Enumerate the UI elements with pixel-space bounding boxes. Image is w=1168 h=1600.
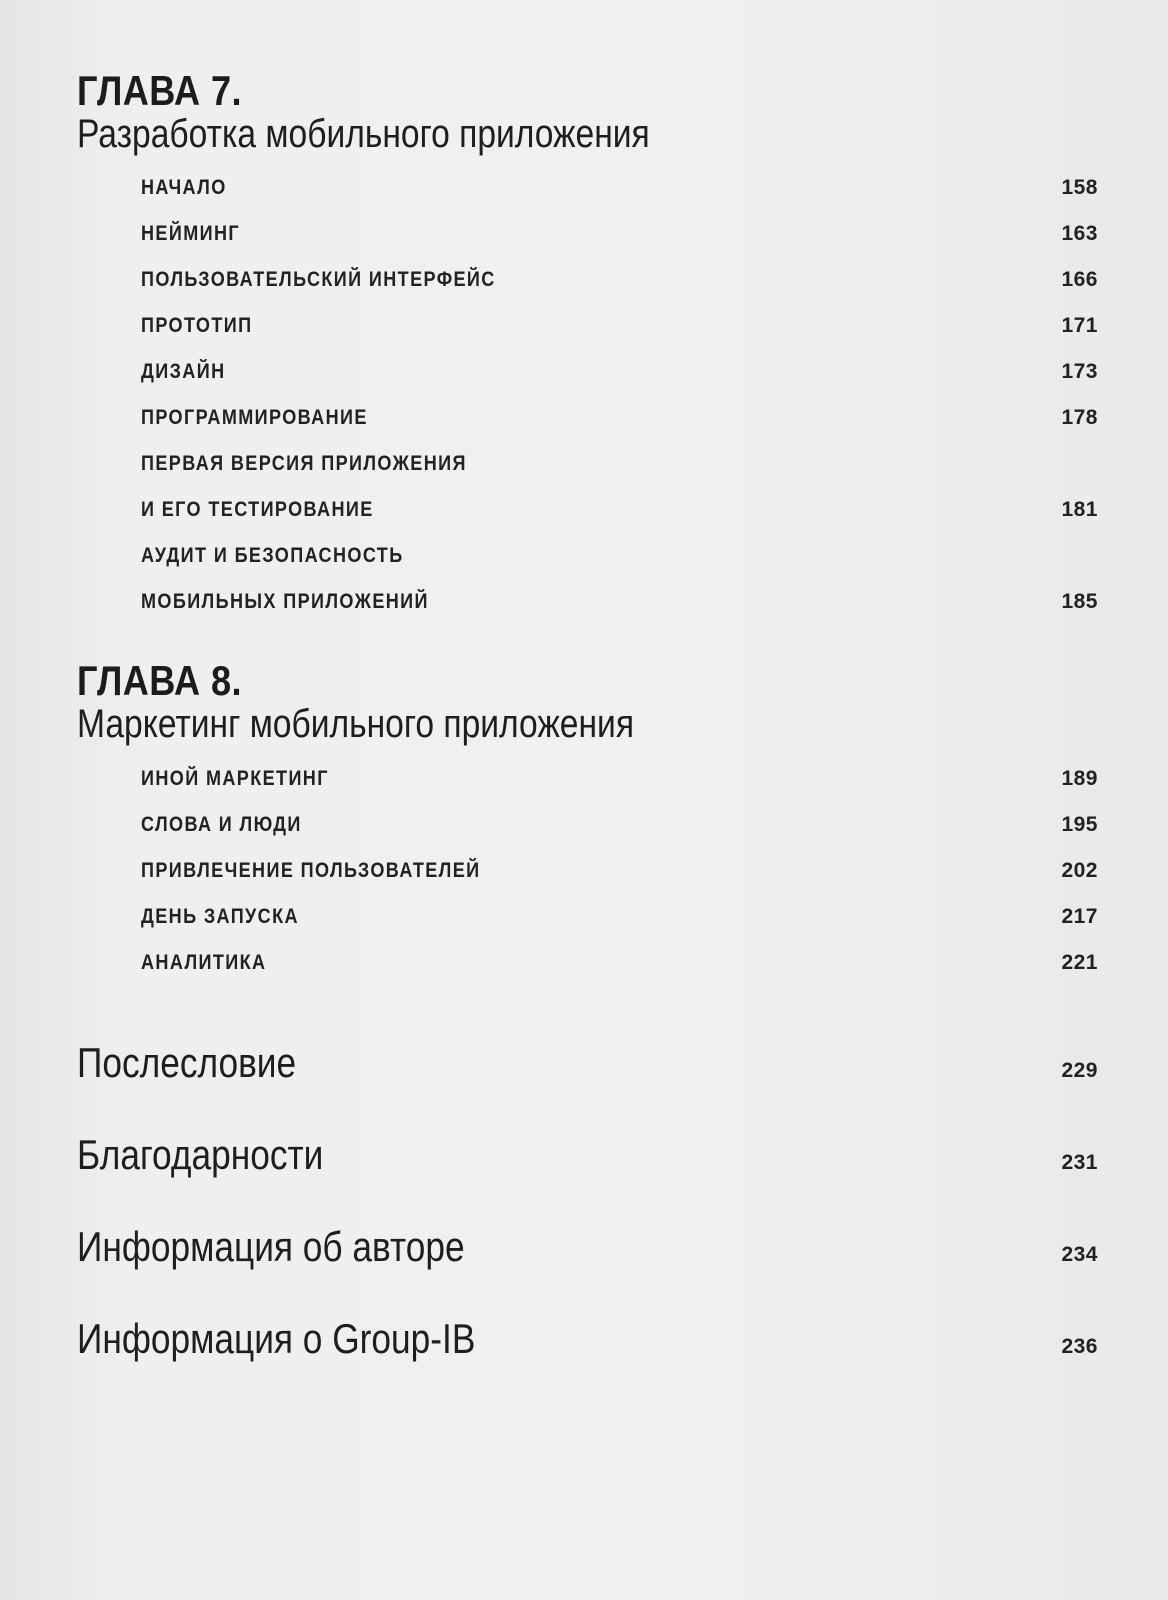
toc-page-number: 231 — [1061, 1151, 1098, 1174]
toc-entry-label: НАЧАЛО — [141, 176, 227, 199]
toc-entry-label-line-2: И ЕГО ТЕСТИРОВАНИЕ — [141, 498, 374, 521]
toc-page-number: 236 — [1061, 1335, 1098, 1358]
toc-entry-label: ПРИВЛЕЧЕНИЕ ПОЛЬЗОВАТЕЛЕЙ — [141, 859, 481, 882]
toc-page-number: 163 — [1061, 222, 1098, 245]
section-title-afterword: Послесловие — [77, 1039, 297, 1086]
toc-page-number: 234 — [1061, 1243, 1098, 1266]
toc-entry-label-line-1: АУДИТ И БЕЗОПАСНОСТЬ — [141, 544, 404, 567]
toc-page-number: 181 — [1061, 498, 1098, 521]
toc-page-number: 202 — [1061, 859, 1098, 882]
toc-page-number: 171 — [1061, 314, 1098, 337]
toc-entry-label: ДИЗАЙН — [141, 360, 226, 383]
chapter-8-label: ГЛАВА 8. — [77, 657, 242, 704]
toc-entry-label: ПРОТОТИП — [141, 314, 253, 337]
toc-page-number: 189 — [1061, 767, 1098, 790]
chapter-7-title: Разработка мобильного приложения — [77, 112, 650, 156]
toc-page-number: 178 — [1061, 406, 1098, 429]
toc-page-number: 173 — [1061, 360, 1098, 383]
toc-entry-label: НЕЙМИНГ — [141, 222, 241, 245]
toc-entry-label-line-1: ПЕРВАЯ ВЕРСИЯ ПРИЛОЖЕНИЯ — [141, 452, 467, 475]
section-title-acknowledgements: Благодарности — [77, 1131, 324, 1178]
chapter-8-title: Маркетинг мобильного приложения — [77, 702, 635, 746]
toc-page-number: 229 — [1061, 1059, 1098, 1082]
toc-page-number: 158 — [1061, 176, 1098, 199]
toc-page-number: 217 — [1061, 905, 1098, 928]
toc-page-number: 185 — [1061, 590, 1098, 613]
toc-entry-label: ПРОГРАММИРОВАНИЕ — [141, 406, 368, 429]
toc-page-number: 195 — [1061, 813, 1098, 836]
section-title-about-author: Информация об авторе — [77, 1223, 465, 1270]
toc-entry-label: ИНОЙ МАРКЕТИНГ — [141, 767, 329, 790]
toc-entry-label: АНАЛИТИКА — [141, 951, 267, 974]
chapter-7-label: ГЛАВА 7. — [77, 67, 242, 114]
toc-entry-label: ДЕНЬ ЗАПУСКА — [141, 905, 299, 928]
toc-entry-label: ПОЛЬЗОВАТЕЛЬСКИЙ ИНТЕРФЕЙС — [141, 268, 496, 291]
toc-page-number: 166 — [1061, 268, 1098, 291]
section-title-about-group-ib: Информация о Group-IB — [77, 1315, 476, 1362]
toc-entry-label: СЛОВА И ЛЮДИ — [141, 813, 302, 836]
toc-page-number: 221 — [1061, 951, 1098, 974]
toc-entry-label-line-2: МОБИЛЬНЫХ ПРИЛОЖЕНИЙ — [141, 590, 429, 613]
